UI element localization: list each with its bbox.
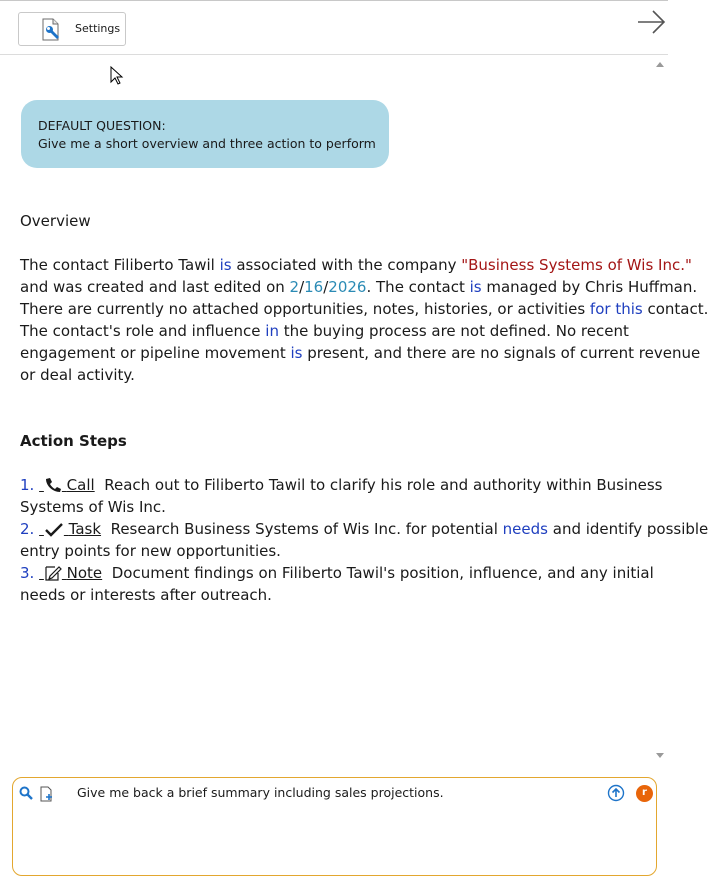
action-item-task-cont: entry points for new opportunities. (20, 542, 281, 560)
action-item-call-cont: Systems of Wis Inc. (20, 498, 166, 516)
task-action-link[interactable]: Task (39, 520, 101, 538)
note-edit-icon (44, 565, 62, 581)
overview-line: There are currently no attached opportunities, notes, histories, or activities for this contact. (20, 300, 708, 318)
search-icon[interactable] (19, 786, 33, 800)
phone-icon (44, 477, 62, 493)
action-item-note-cont: needs or interests after outreach. (20, 586, 272, 604)
overview-line: engagement or pipeline movement is present, and there are no signals of current revenue (20, 344, 701, 362)
arrow-right-icon[interactable] (636, 9, 666, 35)
overview-paragraph (20, 254, 708, 386)
action-item-call: 1. Call Reach out to Filiberto Tawil to clarify his role and authority within Business (20, 476, 663, 494)
toolbar (0, 1, 668, 55)
prompt-input[interactable] (73, 784, 597, 864)
note-action-link[interactable]: Note (39, 564, 102, 582)
scroll-down-icon[interactable] (652, 750, 668, 762)
chat-content (0, 56, 708, 766)
question-text: Give me a short overview and three action to perform (38, 136, 376, 151)
overview-line: The contact's role and influence in the buying process are not defined. No recent (20, 322, 629, 340)
action-steps-heading: Action Steps (20, 432, 127, 450)
question-label: DEFAULT QUESTION: (38, 118, 166, 133)
settings-label: Settings (75, 22, 121, 35)
avatar[interactable]: r (636, 785, 653, 802)
vertical-scrollbar[interactable] (652, 56, 668, 766)
send-up-arrow-icon[interactable] (607, 784, 625, 802)
settings-button[interactable] (18, 12, 126, 46)
prompt-input-box (12, 777, 657, 876)
overview-line: and was created and last edited on 2/16/2026. The contact is managed by Chris Huffman. (20, 278, 698, 296)
overview-line: The contact Filiberto Tawil is associated with the company "Business Systems of Wis Inc." (20, 256, 692, 274)
overview-heading: Overview (20, 212, 91, 230)
checkmark-icon (44, 521, 64, 537)
action-item-task: 2. Task Research Business Systems of Wis Inc. for potential needs and identify possible (20, 520, 708, 538)
call-action-link[interactable]: Call (39, 476, 95, 494)
settings-document-wrench-icon (38, 17, 64, 43)
overview-line: or deal activity. (20, 366, 135, 384)
default-question-bubble (21, 100, 389, 168)
new-document-icon[interactable] (40, 786, 54, 802)
action-item-note: 3. Note Document findings on Filiberto Tawil's position, influence, and any initial (20, 564, 654, 582)
action-steps-list (20, 474, 708, 606)
scroll-up-icon[interactable] (652, 58, 668, 70)
